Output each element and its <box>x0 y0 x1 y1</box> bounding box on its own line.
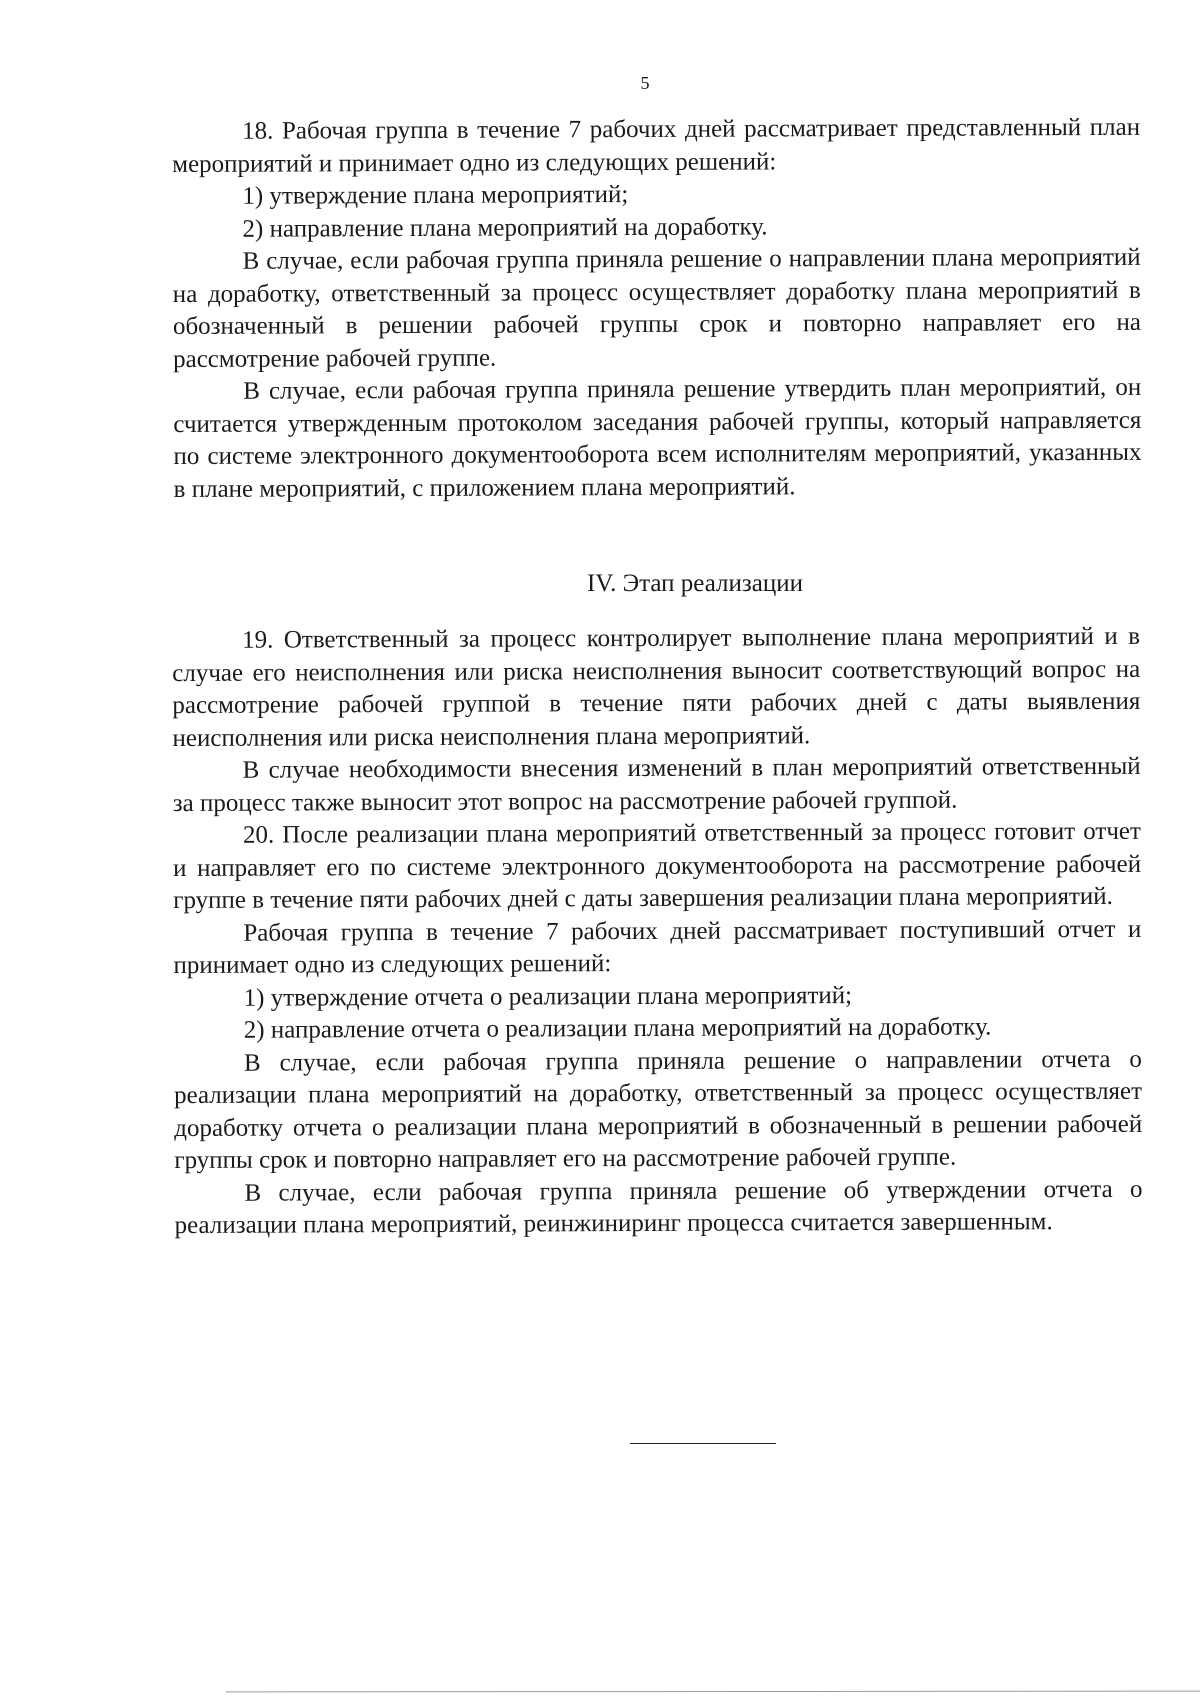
clause-18-option-2: 2) направление плана мероприятий на доработку. <box>242 212 768 243</box>
clause-18-approval-case: В случае, если рабочая группа приняла решение утвердить план мероприятий, он считается утвержденным протоколом заседания рабочей группы, который направляется по системе электронного документооборота всем исполнителям мероприятий, указанных в плане мероприятий, с приложением плана мероприятий. <box>173 373 1142 503</box>
page-number: 5 <box>640 73 650 93</box>
text-block-before-section <box>172 112 1142 506</box>
clause-19: 19. Ответственный за процесс контролирует выполнение плана мероприятий и в случае его неисполнения или риска неисполнения выносит соответствующий вопрос на рассмотрение рабочей группой в течение пяти рабочих дней с даты выявления неисполнения или риска неисполнения плана мероприятий. <box>172 622 1141 752</box>
section-heading: IV. Этап реализации <box>587 570 803 597</box>
clause-18: 18. Рабочая группа в течение 7 рабочих дней рассматривает представленный план мероприятий и принимает одно из следующих решений: <box>172 113 1141 178</box>
clause-19-changes-case: В случае необходимости внесения изменений в план мероприятий ответственный за процесс также выносит этот вопрос на рассмотрение рабочей группой. <box>172 752 1141 817</box>
end-of-text-rule <box>630 1443 776 1444</box>
clause-18-rework-case: В случае, если рабочая группа приняла решение о направлении плана мероприятий на доработку, ответственный за процесс осуществляет доработку плана мероприятий в обозначенный в решении рабочей группы срок и повторно направляет его на рассмотрение рабочей группе. <box>172 243 1141 373</box>
clause-20-option-1: 1) утверждение отчета о реализации плана мероприятий; <box>243 981 853 1012</box>
clause-20-approval-case: В случае, если рабочая группа приняла решение об утверждении отчета о реализации плана мероприятий, реинжиниринг процесса считается завершенным. <box>174 1175 1143 1239</box>
text-block-after-section <box>172 621 1143 1243</box>
clause-20-rework-case: В случае, если рабочая группа приняла решение о направлении отчета о реализации плана мероприятий на доработку, ответственный за процесс осуществляет доработку отчета о реализации плана мероприятий в обозначенный в решении рабочей группы срок и повторно направляет его на рассмотрение рабочей группе. <box>173 1045 1143 1174</box>
clause-20-review: Рабочая группа в течение 7 рабочих дней рассматривает поступивший отчет и принимает одно из следующих решений: <box>173 915 1142 979</box>
clause-20-option-2: 2) направление отчета о реализации плана мероприятий на доработку. <box>243 1013 992 1044</box>
clause-20: 20. После реализации плана мероприятий ответственный за процесс готовит отчет и направляет его по системе электронного документооборота на рассмотрение рабочей группе в течение пяти рабочих дней с даты завершения реализации плана мероприятий. <box>173 817 1142 914</box>
clause-18-option-1: 1) утверждение плана мероприятий; <box>242 181 629 210</box>
scan-edge-line <box>226 1691 1200 1693</box>
